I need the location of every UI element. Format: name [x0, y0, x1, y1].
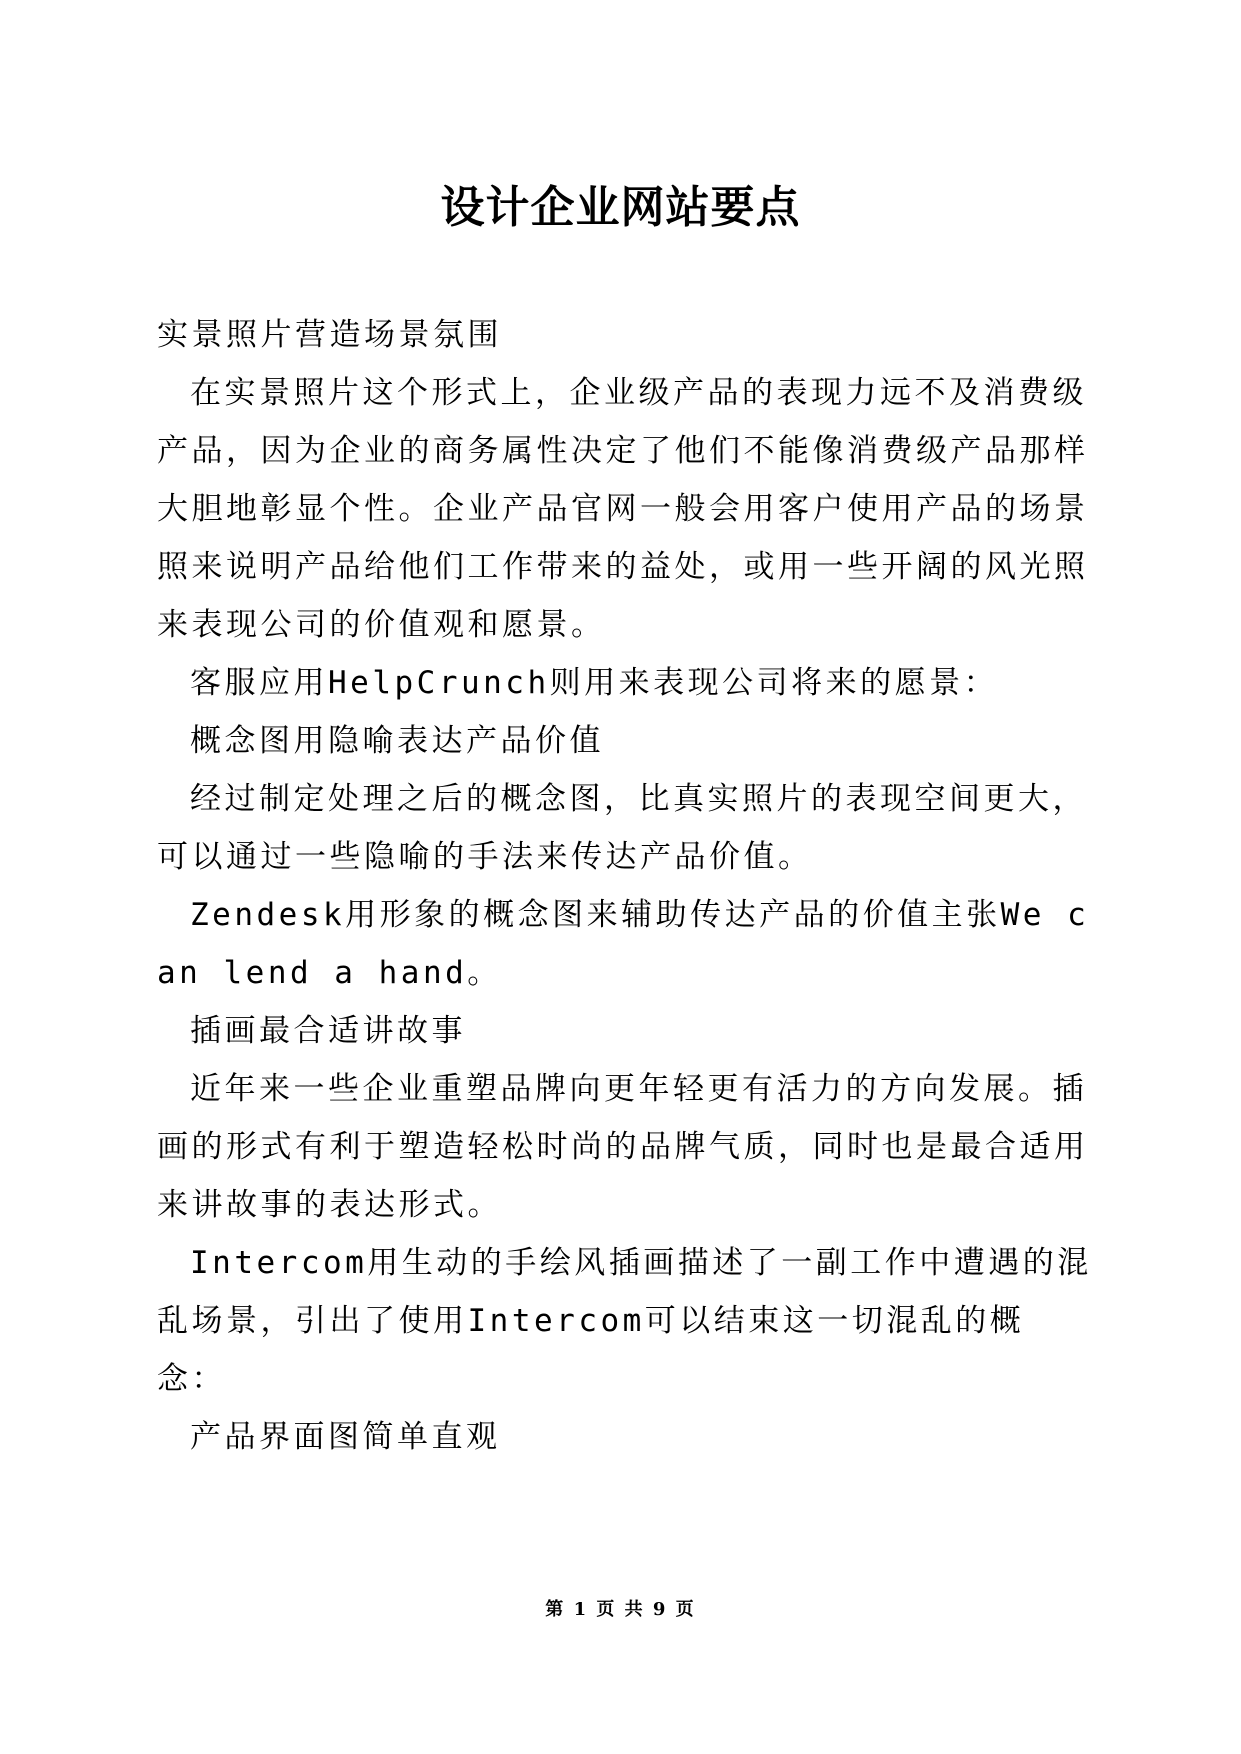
paragraph: 在实景照片这个形式上，企业级产品的表现力远不及消费级产品，因为企业的商务属性决定了他们不能像消费级产品那样大胆地彰显个性。企业产品官网一般会用客户使用产品的场景照来说明产品给他们工作带来的益处，或用一些开阔的风光照来表现公司的价值观和愿景。 [157, 375, 1089, 643]
paragraph: 概念图用隐喻表达产品价值 [190, 723, 604, 759]
paragraph: 经过制定处理之后的概念图，比真实照片的表现空间更大，可以通过一些隐喻的手法来传达产品价值。 [157, 781, 1087, 875]
paragraph: 插画最合适讲故事 [190, 1013, 466, 1049]
paragraph: 近年来一些企业重塑品牌向更年轻更有活力的方向发展。插画的形式有利于塑造轻松时尚的品牌气质，同时也是最合适用来讲故事的表达形式。 [157, 1071, 1089, 1223]
paragraph: Zendesk用形象的概念图来辅助传达产品的价值主张We can lend a hand。 [157, 897, 1090, 991]
paragraph: 产品界面图简单直观 [190, 1419, 501, 1455]
paragraph: 实景照片营造场景氛围 [157, 317, 502, 353]
paragraph: 客服应用HelpCrunch则用来表现公司将来的愿景： [190, 665, 999, 701]
document-body [157, 306, 1093, 1466]
paragraph: Intercom用生动的手绘风插画描述了一副工作中遭遇的混乱场景，引出了使用Intercom可以结束这一切混乱的概念： [157, 1245, 1092, 1397]
document-title: 设计企业网站要点 [440, 182, 801, 233]
page-number-footer: 第 1 页 共 9 页 [545, 1599, 696, 1620]
